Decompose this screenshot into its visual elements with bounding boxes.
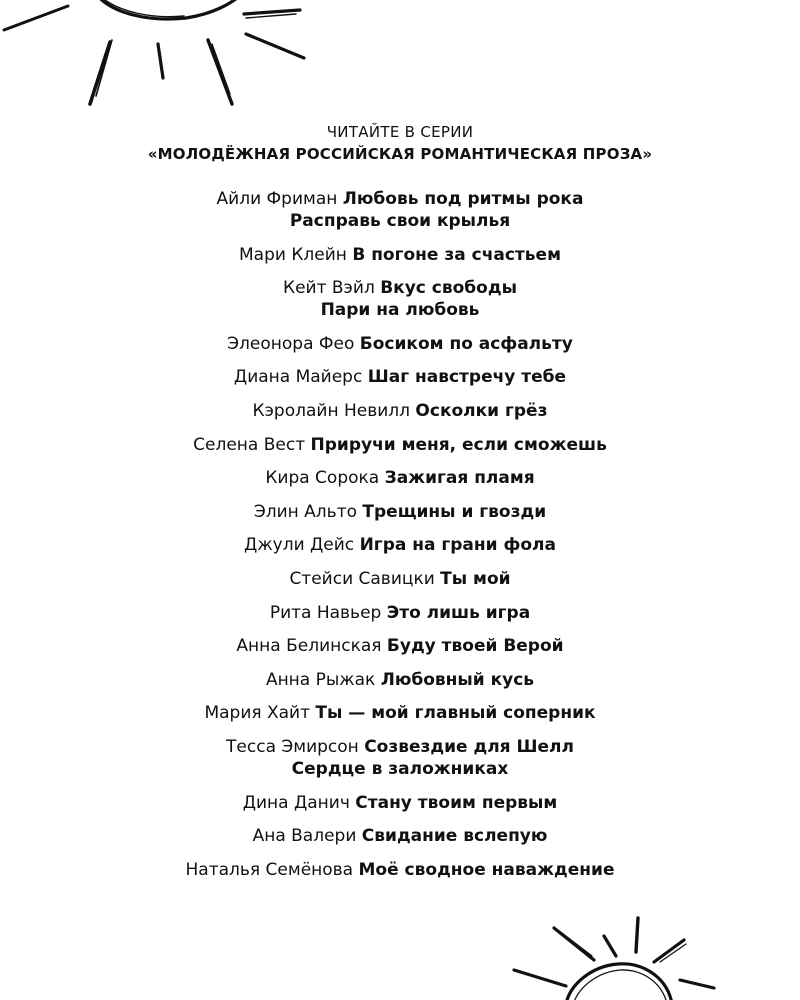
book-author: Кейт Вэйл bbox=[283, 278, 375, 299]
sun-top-ray bbox=[246, 34, 304, 58]
book-author: Кэролайн Невилл bbox=[252, 400, 411, 421]
sun-top-ray bbox=[90, 42, 110, 104]
book-title: Трещины и гвозди bbox=[362, 501, 547, 522]
sun-doodle-top-icon bbox=[0, 0, 340, 120]
sun-doodle-bottom-icon bbox=[500, 900, 800, 1000]
book-entry bbox=[0, 825, 800, 847]
series-header bbox=[0, 121, 800, 165]
sun-top-ray bbox=[212, 44, 230, 94]
book-entry bbox=[0, 277, 800, 321]
book-entry bbox=[0, 792, 800, 814]
book-entry-line bbox=[0, 244, 800, 266]
book-title: Любовный кусь bbox=[380, 669, 535, 690]
book-entry-line bbox=[0, 467, 800, 489]
book-entry bbox=[0, 400, 800, 422]
sun-bottom-ray bbox=[680, 980, 714, 988]
book-entry bbox=[0, 366, 800, 388]
sun-top-ray bbox=[244, 10, 300, 14]
sun-bottom-ray bbox=[558, 930, 592, 956]
book-entry bbox=[0, 736, 800, 780]
book-author: Кира Сорока bbox=[265, 468, 380, 489]
book-entry bbox=[0, 534, 800, 556]
sun-bottom-ray bbox=[514, 970, 566, 986]
book-author: Айли Фриман bbox=[216, 189, 338, 209]
book-title: Приручи меня, если сможешь bbox=[310, 434, 607, 455]
book-entry bbox=[0, 635, 800, 657]
book-title: Шаг навстречу тебе bbox=[367, 367, 567, 388]
book-entry bbox=[0, 434, 800, 456]
book-author: Джули Дейс bbox=[244, 535, 355, 556]
book-entry bbox=[0, 669, 800, 691]
book-author: Дина Данич bbox=[242, 792, 350, 813]
book-entry bbox=[0, 602, 800, 624]
book-title: Свидание вслепую bbox=[361, 826, 548, 847]
sun-bottom-ray bbox=[604, 936, 616, 956]
book-title: Это лишь игра bbox=[386, 602, 531, 623]
book-title: Ты — мой главный соперник bbox=[315, 703, 596, 724]
book-title: Зажигая пламя bbox=[384, 468, 535, 489]
book-title: Игра на грани фола bbox=[359, 535, 556, 556]
book-title-second: Сердце в заложниках bbox=[291, 758, 509, 779]
sun-top-ray bbox=[158, 44, 163, 78]
sun-bottom-ray bbox=[636, 918, 638, 952]
book-author: Элеонора Фео bbox=[227, 333, 355, 354]
book-title: Любовь под ритмы рока bbox=[342, 189, 584, 209]
series-name: «МОЛОДЁЖНАЯ РОССИЙСКАЯ РОМАНТИЧЕСКАЯ ПРОЗА» bbox=[147, 145, 653, 163]
book-author: Мари Клейн bbox=[239, 244, 347, 265]
book-entry-line bbox=[0, 736, 800, 758]
sun-top-ray bbox=[208, 40, 232, 104]
book-entry-line bbox=[0, 366, 800, 388]
book-author: Селена Вест bbox=[193, 434, 306, 455]
sun-bottom-ray bbox=[554, 928, 594, 960]
book-author: Мария Хайт bbox=[204, 703, 311, 724]
book-title: Осколки грёз bbox=[415, 400, 548, 421]
book-author: Ана Валери bbox=[252, 826, 357, 847]
book-entry-line bbox=[0, 859, 800, 881]
book-entry bbox=[0, 859, 800, 881]
book-entry-line bbox=[0, 277, 800, 299]
series-intro: ЧИТАЙТЕ В СЕРИИ bbox=[326, 123, 474, 141]
book-list bbox=[0, 188, 800, 892]
book-title: Созвездие для Шелл bbox=[364, 736, 574, 757]
book-entry-line bbox=[0, 400, 800, 422]
book-author: Стейси Савицки bbox=[289, 568, 435, 589]
book-entry-line bbox=[0, 602, 800, 624]
book-entry-line bbox=[0, 434, 800, 456]
book-author: Тесса Эмирсон bbox=[226, 736, 359, 757]
sun-bottom-ray bbox=[654, 940, 684, 962]
book-author: Рита Навьер bbox=[269, 602, 382, 623]
book-entry bbox=[0, 333, 800, 355]
book-author: Элин Альто bbox=[253, 501, 357, 522]
book-entry bbox=[0, 702, 800, 724]
book-entry bbox=[0, 244, 800, 266]
book-entry bbox=[0, 188, 800, 232]
book-entry bbox=[0, 568, 800, 590]
book-entry bbox=[0, 501, 800, 523]
book-title: Буду твоей Верой bbox=[386, 636, 564, 657]
book-author: Анна Рыжак bbox=[265, 669, 376, 690]
book-title: Ты мой bbox=[440, 568, 511, 589]
book-entry-line bbox=[0, 188, 800, 210]
book-entry-line bbox=[0, 635, 800, 657]
sun-top-ray bbox=[4, 6, 68, 30]
book-title: Вкус свободы bbox=[380, 278, 517, 299]
book-title: Моё сводное наваждение bbox=[358, 859, 615, 880]
book-author: Диана Майерс bbox=[233, 367, 363, 388]
book-author: Анна Белинская bbox=[236, 636, 382, 657]
book-entry-line bbox=[0, 568, 800, 590]
book-title-second: Расправь свои крылья bbox=[289, 211, 511, 231]
book-entry-line bbox=[0, 333, 800, 355]
book-author: Наталья Семёнова bbox=[185, 859, 354, 880]
book-title: В погоне за счастьем bbox=[352, 244, 561, 265]
book-entry-line bbox=[0, 792, 800, 814]
book-entry bbox=[0, 467, 800, 489]
book-title: Стану твоим первым bbox=[355, 792, 558, 813]
book-title: Босиком по асфальту bbox=[359, 333, 573, 354]
book-entry-line bbox=[0, 702, 800, 724]
book-title-second: Пари на любовь bbox=[320, 300, 480, 321]
sun-bottom-arc bbox=[566, 964, 672, 1000]
book-entry-line bbox=[0, 501, 800, 523]
book-entry-line bbox=[0, 825, 800, 847]
sun-top-ray bbox=[96, 40, 112, 96]
book-entry-line bbox=[0, 534, 800, 556]
book-entry-line bbox=[0, 669, 800, 691]
